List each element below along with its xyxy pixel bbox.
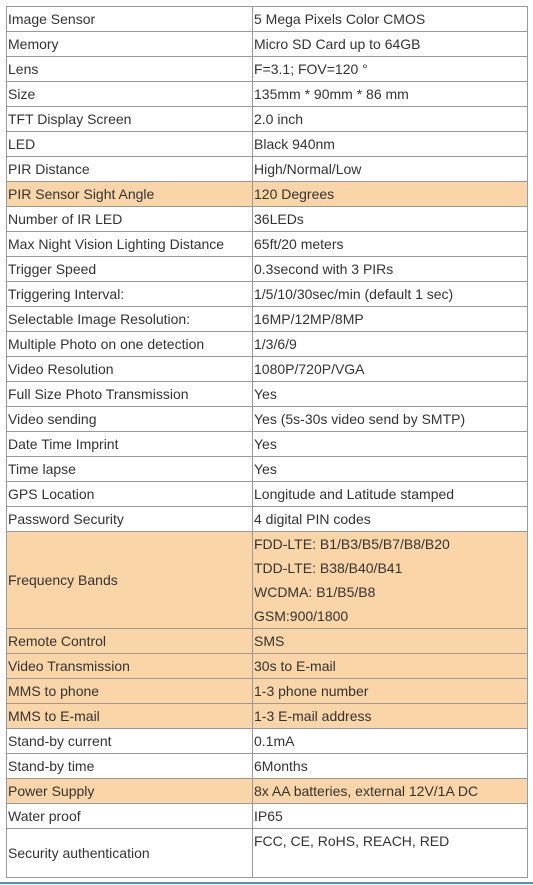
spec-row bbox=[7, 182, 528, 207]
frequency-band-line: WCDMA: B1/B5/B8 bbox=[254, 584, 376, 600]
spec-label: Memory bbox=[7, 32, 253, 57]
spec-row bbox=[7, 804, 528, 829]
spec-value: High/Normal/Low bbox=[253, 157, 528, 182]
spec-row bbox=[7, 779, 528, 804]
spec-value: 5 Mega Pixels Color CMOS bbox=[253, 7, 528, 32]
spec-row-frequency-bands bbox=[7, 532, 528, 629]
spec-label: Lens bbox=[7, 57, 253, 82]
spec-value: 1-3 phone number bbox=[253, 679, 528, 704]
spec-label: Video sending bbox=[7, 407, 253, 432]
spec-table bbox=[6, 6, 528, 878]
spec-value: 8x AA batteries, external 12V/1A DC bbox=[253, 779, 528, 804]
spec-value: 6Months bbox=[253, 754, 528, 779]
spec-value: 1/5/10/30sec/min (default 1 sec) bbox=[253, 282, 528, 307]
spec-row bbox=[7, 357, 528, 382]
spec-value: 0.3second with 3 PIRs bbox=[253, 257, 528, 282]
spec-label: Trigger Speed bbox=[7, 257, 253, 282]
spec-label: Triggering Interval: bbox=[7, 282, 253, 307]
spec-value: F=3.1; FOV=120 ° bbox=[253, 57, 528, 82]
spec-label: Stand-by current bbox=[7, 729, 253, 754]
spec-value: Yes bbox=[253, 457, 528, 482]
spec-row bbox=[7, 679, 528, 704]
frequency-band-line: FDD-LTE: B1/B3/B5/B7/B8/B20 bbox=[254, 536, 450, 552]
spec-label: Video Resolution bbox=[7, 357, 253, 382]
spec-value: 2.0 inch bbox=[253, 107, 528, 132]
spec-row bbox=[7, 729, 528, 754]
spec-label: Image Sensor bbox=[7, 7, 253, 32]
spec-label: Stand-by time bbox=[7, 754, 253, 779]
spec-row bbox=[7, 32, 528, 57]
spec-label: LED bbox=[7, 132, 253, 157]
spec-label: Size bbox=[7, 82, 253, 107]
spec-value-list bbox=[253, 532, 528, 629]
spec-value: 135mm * 90mm * 86 mm bbox=[253, 82, 528, 107]
spec-row bbox=[7, 282, 528, 307]
spec-label: Number of IR LED bbox=[7, 207, 253, 232]
spec-label: Water proof bbox=[7, 804, 253, 829]
spec-row bbox=[7, 629, 528, 654]
spec-label: Video Transmission bbox=[7, 654, 253, 679]
spec-row bbox=[7, 257, 528, 282]
spec-row bbox=[7, 407, 528, 432]
spec-label: Frequency Bands bbox=[7, 532, 253, 629]
spec-row bbox=[7, 457, 528, 482]
spec-value: IP65 bbox=[253, 804, 528, 829]
spec-label: MMS to E-mail bbox=[7, 704, 253, 729]
spec-label: Full Size Photo Transmission bbox=[7, 382, 253, 407]
spec-value: 36LEDs bbox=[253, 207, 528, 232]
spec-label: Multiple Photo on one detection bbox=[7, 332, 253, 357]
spec-row bbox=[7, 654, 528, 679]
spec-value: SMS bbox=[253, 629, 528, 654]
spec-label: MMS to phone bbox=[7, 679, 253, 704]
spec-row bbox=[7, 157, 528, 182]
spec-label: Password Security bbox=[7, 507, 253, 532]
spec-label: Time lapse bbox=[7, 457, 253, 482]
spec-label: Security authentication bbox=[7, 829, 253, 878]
spec-row bbox=[7, 107, 528, 132]
spec-label: Date Time Imprint bbox=[7, 432, 253, 457]
spec-value: 1080P/720P/VGA bbox=[253, 357, 528, 382]
spec-row bbox=[7, 432, 528, 457]
spec-row bbox=[7, 232, 528, 257]
spec-value: Yes bbox=[253, 432, 528, 457]
spec-value: 30s to E-mail bbox=[253, 654, 528, 679]
spec-label: PIR Sensor Sight Angle bbox=[7, 182, 253, 207]
spec-label: GPS Location bbox=[7, 482, 253, 507]
spec-value: 1/3/6/9 bbox=[253, 332, 528, 357]
spec-value: Yes bbox=[253, 382, 528, 407]
spec-label: Max Night Vision Lighting Distance bbox=[7, 232, 253, 257]
spec-value: FCC, CE, RoHS, REACH, RED bbox=[253, 829, 528, 878]
spec-label: TFT Display Screen bbox=[7, 107, 253, 132]
frequency-band-line: GSM:900/1800 bbox=[254, 608, 349, 624]
spec-value: Longitude and Latitude stamped bbox=[253, 482, 528, 507]
spec-table-body bbox=[7, 7, 528, 878]
spec-row bbox=[7, 507, 528, 532]
spec-row bbox=[7, 57, 528, 82]
spec-value: Yes (5s-30s video send by SMTP) bbox=[253, 407, 528, 432]
spec-row bbox=[7, 207, 528, 232]
spec-row bbox=[7, 132, 528, 157]
spec-value: 1-3 E-mail address bbox=[253, 704, 528, 729]
spec-row bbox=[7, 704, 528, 729]
spec-label: PIR Distance bbox=[7, 157, 253, 182]
spec-value: 120 Degrees bbox=[253, 182, 528, 207]
spec-value: 65ft/20 meters bbox=[253, 232, 528, 257]
spec-value: 0.1mA bbox=[253, 729, 528, 754]
spec-label: Remote Control bbox=[7, 629, 253, 654]
bottom-divider bbox=[0, 882, 533, 884]
frequency-band-line: TDD-LTE: B38/B40/B41 bbox=[254, 560, 403, 576]
spec-row bbox=[7, 307, 528, 332]
spec-value: 4 digital PIN codes bbox=[253, 507, 528, 532]
spec-label: Selectable Image Resolution: bbox=[7, 307, 253, 332]
spec-row bbox=[7, 754, 528, 779]
spec-row bbox=[7, 332, 528, 357]
spec-value: 16MP/12MP/8MP bbox=[253, 307, 528, 332]
spec-value: Micro SD Card up to 64GB bbox=[253, 32, 528, 57]
spec-row bbox=[7, 7, 528, 32]
spec-row bbox=[7, 82, 528, 107]
spec-row bbox=[7, 382, 528, 407]
spec-value: Black 940nm bbox=[253, 132, 528, 157]
spec-row bbox=[7, 482, 528, 507]
spec-row-security bbox=[7, 829, 528, 878]
spec-label: Power Supply bbox=[7, 779, 253, 804]
